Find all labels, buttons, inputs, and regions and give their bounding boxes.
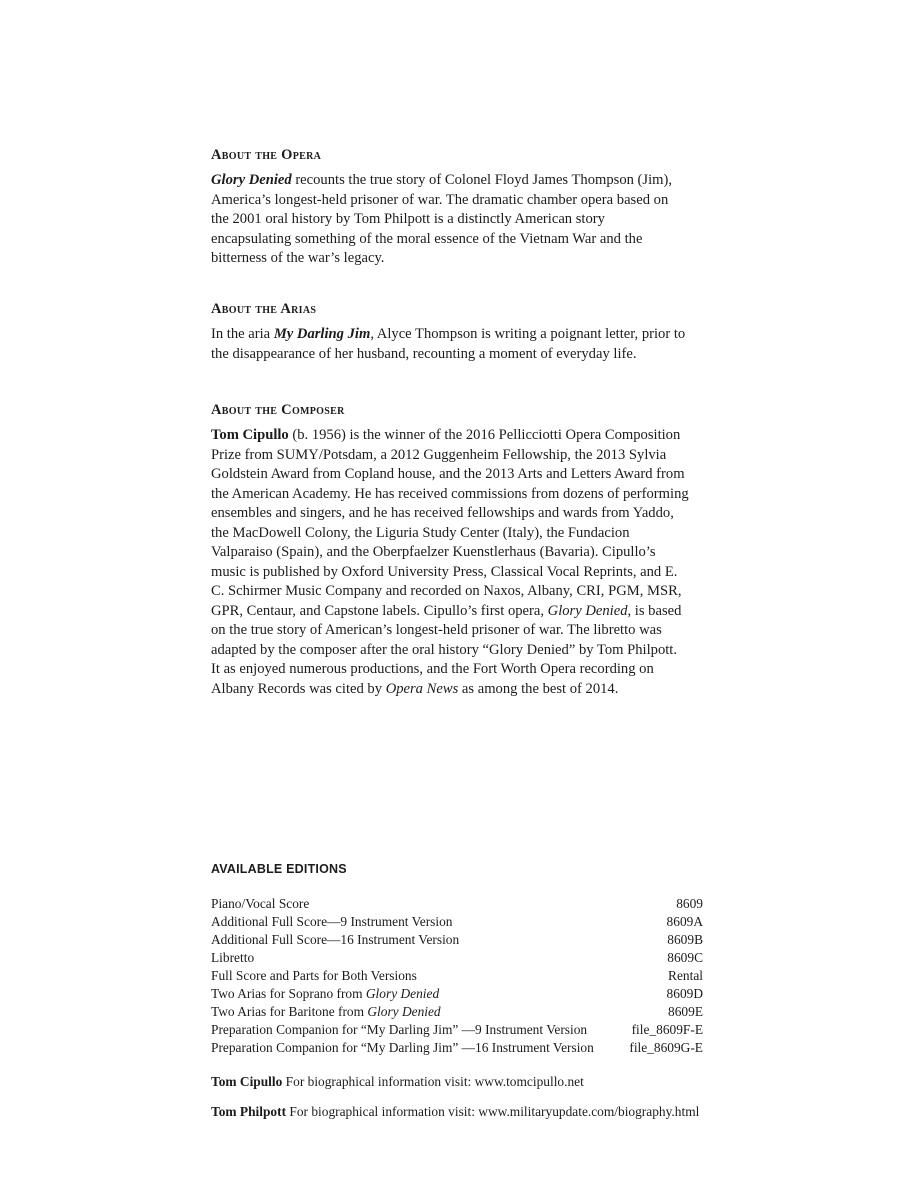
about-opera-paragraph [211, 171, 685, 269]
edition-row [211, 931, 703, 949]
edition-title-text: Additional Full Score—16 Instrument Version [211, 932, 460, 947]
edition-title-italic: Glory Denied [367, 1004, 441, 1019]
edition-title [211, 985, 439, 1003]
edition-title [211, 1039, 594, 1057]
bio-philpott [211, 1103, 699, 1121]
edition-row [211, 949, 703, 967]
about-opera-heading: About the Opera [211, 147, 322, 163]
edition-title-text: Full Score and Parts for Both Versions [211, 968, 417, 983]
about-composer-heading: About the Composer [211, 402, 345, 418]
edition-title-text: Additional Full Score—9 Instrument Version [211, 914, 453, 929]
aria-title: My Darling Jim [273, 326, 371, 342]
edition-code: file_8609F-E [631, 1022, 703, 1037]
edition-code: 8609D [666, 986, 703, 1001]
edition-row [211, 1003, 703, 1021]
edition-title [211, 913, 453, 931]
about-arias-heading: About the Arias [211, 301, 317, 317]
edition-row [211, 1039, 703, 1057]
edition-title-text: Libretto [211, 950, 255, 965]
composer-text-3: as among the best of 2014. [458, 680, 619, 697]
edition-title [211, 967, 417, 985]
edition-title-italic: Glory Denied [365, 986, 440, 1001]
edition-row [211, 985, 703, 1003]
bio-cipullo [211, 1073, 584, 1091]
editions-list [211, 895, 703, 1057]
edition-code: Rental [668, 968, 703, 983]
bio-philpott-text: For biographical information visit: www.militaryupdate.com/biography.html [286, 1104, 700, 1119]
magazine-title: Opera News [385, 680, 459, 697]
composer-text-1: (b. 1956) is the winner of the 2016 Pellicciotti Opera Composition Prize from SUMY/Potsdam, a 2012 Guggenheim Fellowship, the 2013 Sylvia Goldstein Award from Copland house, and the 2013 Arts and Letters Award from the American Academy. He has received commissions from dozens of performing ensembles and singers, and he has received fellowships and wards from Yaddo, the MacDowell Colony, the Liguria Study Center (Italy), the Fundacion Valparaiso (Spain), and the Oberpfaelzer Kuenstlerhaus (Bavaria). Cipullo’s music is published by Oxford University Press, Classical Vocal Reprints, and E. C. Schirmer Music Company and recorded on Naxos, Albany, CRI, PGM, MSR, GPR, Centaur, and Capstone labels. Cipullo’s first opera, [211, 427, 689, 619]
edition-title [211, 1021, 587, 1039]
edition-title-text: Two Arias for Soprano from [211, 986, 366, 1001]
arias-text-after: , Alyce Thompson is writing a poignant letter, prior to the disappearance of her husband, recounting a moment of everyday life. [211, 326, 686, 362]
edition-code: 8609C [667, 950, 703, 965]
edition-row [211, 967, 703, 985]
edition-row [211, 895, 703, 913]
bio-cipullo-text: For biographical information visit: www.tomcipullo.net [282, 1074, 584, 1089]
about-composer-paragraph [211, 426, 689, 699]
edition-title [211, 931, 459, 949]
edition-code: file_8609G-E [629, 1040, 703, 1055]
edition-row [211, 1021, 703, 1039]
edition-title-text: Preparation Companion for “My Darling Jim” —16 Instrument Version [211, 1040, 594, 1055]
arias-text-before: In the aria [211, 326, 274, 342]
edition-code: 8609 [676, 896, 703, 911]
edition-code: 8609B [667, 932, 703, 947]
composer-name: Tom Cipullo [211, 427, 289, 443]
edition-row [211, 913, 703, 931]
edition-title [211, 949, 254, 967]
bio-philpott-name: Tom Philpott [211, 1104, 287, 1119]
bio-cipullo-name: Tom Cipullo [211, 1074, 283, 1089]
edition-title [211, 1003, 441, 1021]
edition-code: 8609A [666, 914, 703, 929]
opera-description: recounts the true story of Colonel Floyd James Thompson (Jim), America’s longest-held prisoner of war. The dramatic chamber opera based on the 2001 oral history by Tom Philpott is a distinctly American story encapsulating something of the moral essence of the Vietnam War and the bitterness of the war’s legacy. [211, 172, 673, 266]
available-editions-heading: AVAILABLE EDITIONS [211, 862, 347, 876]
edition-title-text: Piano/Vocal Score [211, 896, 310, 911]
edition-title-text: Two Arias for Baritone from [211, 1004, 368, 1019]
edition-title [211, 895, 309, 913]
edition-code: 8609E [668, 1004, 703, 1019]
edition-title-text: Preparation Companion for “My Darling Jim” —9 Instrument Version [211, 1022, 588, 1037]
about-arias-paragraph [211, 325, 687, 364]
composer-text-2: , is based on the true story of American’s longest-held prisoner of war. The libretto was adapted by the composer after the oral history “Glory Denied” by Tom Philpott. It as enjoyed numerous productions, and the Fort Worth Opera recording on Albany Records was cited by [211, 602, 682, 697]
opera-title: Glory Denied [211, 172, 292, 188]
composer-opera-title: Glory Denied [547, 602, 628, 619]
